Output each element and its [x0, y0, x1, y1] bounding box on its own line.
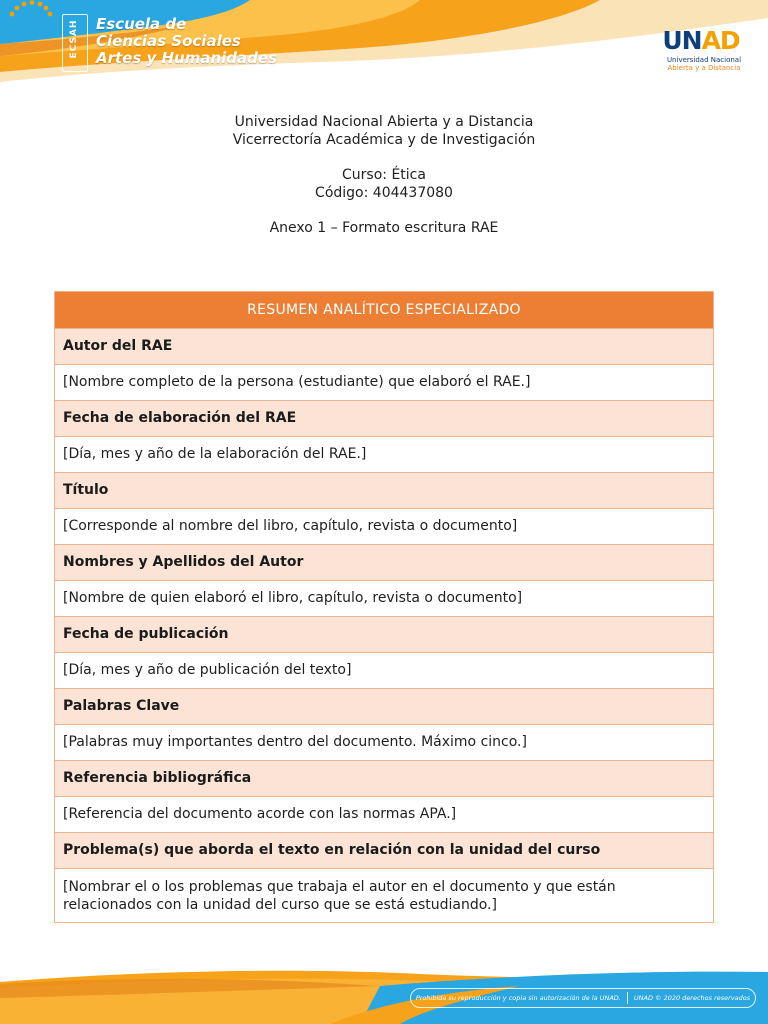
course-name: Curso: Ética [342, 167, 426, 183]
unad-logo-main: UN [662, 26, 702, 55]
header-banner [0, 0, 768, 100]
school-name-line: Artes y Humanidades [96, 49, 278, 67]
rae-field-label: Autor del RAE [55, 328, 713, 364]
rae-field-value: [Nombre de quien elaboró el libro, capítulo, revista o documento] [55, 580, 713, 616]
rae-table-title: RESUMEN ANALÍTICO ESPECIALIZADO [55, 292, 713, 328]
university-name: Universidad Nacional Abierta y a Distancia [234, 114, 534, 130]
rae-field-value: [Día, mes y año de la elaboración del RAE.] [55, 436, 713, 472]
course-code: Código: 404437080 [315, 185, 453, 201]
rae-field-label: Título [55, 472, 713, 508]
footer-rights: UNAD © 2020 derechos reservados [633, 994, 751, 1002]
unad-logo [660, 28, 742, 54]
unad-logo-subtitle [656, 56, 752, 72]
rae-field-label: Fecha de elaboración del RAE [55, 400, 713, 436]
rae-field-value: [Referencia del documento acorde con las normas APA.] [55, 796, 713, 832]
rae-field-label: Fecha de publicación [55, 616, 713, 652]
school-name [96, 16, 277, 67]
rae-field-label: Problema(s) que aborda el texto en relación con la unidad del curso [55, 832, 713, 868]
rae-field-value: [Nombrar el o los problemas que trabaja el autor en el documento y que están relacionados con la unidad del curso que se está estudiando.] [55, 868, 713, 922]
rae-field-value: [Nombre completo de la persona (estudiante) que elaboró el RAE.] [55, 364, 713, 400]
footer-notice-pill [410, 988, 756, 1008]
rae-field-value: [Día, mes y año de publicación del texto] [55, 652, 713, 688]
rae-field-value: [Corresponde al nombre del libro, capítulo, revista o documento] [55, 508, 713, 544]
unad-subtitle-line2: Abierta y a Distancia [667, 64, 741, 72]
school-name-line: Ciencias Sociales [96, 32, 241, 50]
footer-banner [0, 968, 768, 1024]
ecsah-badge: ECSAH [69, 19, 79, 59]
footer-notice: Prohibida su reproducción y copia sin autorización de la UNAD. [415, 994, 621, 1002]
footer-separator [627, 992, 628, 1004]
unad-subtitle-line1: Universidad Nacional [666, 56, 742, 64]
rae-table [54, 291, 714, 923]
unad-logo-dots-icon [0, 0, 90, 64]
rae-field-label: Referencia bibliográfica [55, 760, 713, 796]
rae-field-label: Nombres y Apellidos del Autor [55, 544, 713, 580]
unad-logo-accent: AD [701, 26, 740, 55]
rae-field-value: [Palabras muy importantes dentro del documento. Máximo cinco.] [55, 724, 713, 760]
school-name-line: Escuela de [96, 15, 187, 33]
rae-field-label: Palabras Clave [55, 688, 713, 724]
annex-title: Anexo 1 – Formato escritura RAE [269, 220, 499, 236]
vicerrectoria-name: Vicerrectoría Académica y de Investigación [232, 132, 536, 148]
